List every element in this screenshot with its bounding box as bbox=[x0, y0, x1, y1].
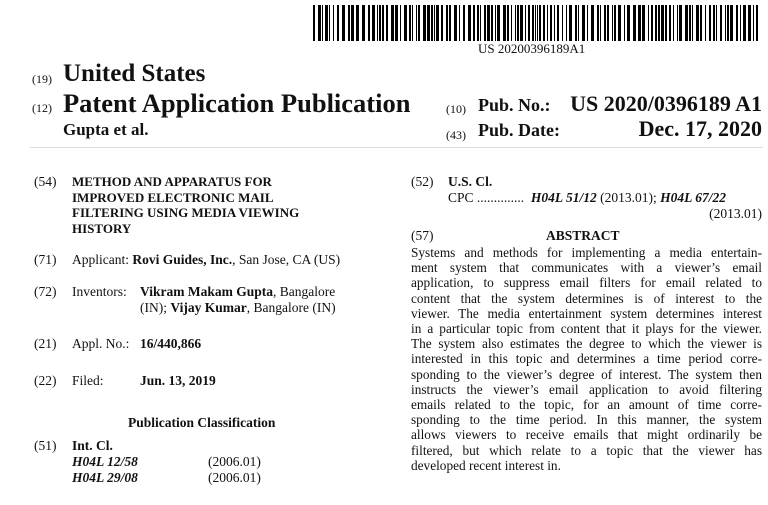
barcode-bar bbox=[441, 5, 443, 41]
barcode-bar bbox=[477, 5, 479, 41]
barcode-bar bbox=[547, 5, 548, 41]
barcode-bar bbox=[655, 5, 657, 41]
barcode-bar bbox=[515, 5, 516, 41]
barcode-bar bbox=[351, 5, 354, 41]
barcode-bar bbox=[537, 5, 538, 41]
doc-type: Patent Application Publication bbox=[63, 88, 411, 118]
intcl-label: Int. Cl. bbox=[72, 438, 113, 453]
abstract-line: sponding to the time period. In this manner, the system bbox=[411, 412, 762, 428]
barcode-bar bbox=[566, 5, 567, 41]
inventor-name: Vijay Kumar bbox=[170, 300, 247, 315]
barcode-bar bbox=[736, 5, 738, 41]
barcode-bar bbox=[651, 5, 653, 41]
barcode-bar bbox=[582, 5, 585, 41]
barcode-bar bbox=[520, 5, 523, 41]
pub-no: US 2020/0396189 A1 bbox=[570, 91, 762, 116]
barcode-bar bbox=[318, 5, 321, 41]
barcode-bar bbox=[700, 5, 702, 41]
barcode-bar bbox=[743, 5, 746, 41]
abstract-line: ment system that communicates with a viewer’s email bbox=[411, 260, 762, 276]
barcode-bar bbox=[362, 5, 365, 41]
appl-number: 16/440,866 bbox=[140, 336, 202, 351]
cpc-line bbox=[448, 190, 726, 206]
barcode-bar bbox=[607, 5, 609, 41]
barcode-bar bbox=[497, 5, 500, 41]
inventors-list bbox=[140, 284, 336, 316]
filed-code: (22) bbox=[34, 373, 57, 388]
barcode-bar bbox=[550, 5, 552, 41]
cpc-version: (2013.01); bbox=[596, 190, 661, 205]
barcode-bar bbox=[562, 5, 563, 41]
barcode-bar bbox=[618, 5, 621, 41]
publication-classification-heading: Publication Classification bbox=[128, 415, 276, 430]
barcode-bar bbox=[400, 5, 401, 41]
abstract-line: interested in this topic and determines a time period corre- bbox=[411, 351, 762, 367]
barcode-bar bbox=[725, 5, 726, 41]
barcode-bar bbox=[727, 5, 729, 41]
title-line: IMPROVED ELECTRONIC MAIL bbox=[72, 189, 274, 205]
country: United States bbox=[63, 60, 206, 87]
intcl-version: (2006.01) bbox=[208, 470, 261, 485]
barcode-bar bbox=[416, 5, 417, 41]
barcode-bar bbox=[333, 5, 334, 41]
inventors-short: Gupta et al. bbox=[63, 120, 149, 139]
invention-title bbox=[72, 174, 299, 236]
intcl-class: H04L 29/08 bbox=[72, 470, 138, 485]
barcode-bar bbox=[348, 5, 350, 41]
barcode-bar bbox=[468, 5, 471, 41]
barcode-bar bbox=[391, 5, 394, 41]
barcode-bar bbox=[342, 5, 345, 41]
appl-code: (21) bbox=[34, 336, 57, 351]
barcode-bar bbox=[491, 5, 493, 41]
divider bbox=[30, 147, 763, 148]
barcode-bar bbox=[705, 5, 706, 41]
barcode-bar bbox=[713, 5, 715, 41]
barcode-bar bbox=[569, 5, 572, 41]
applicant-location: , San Jose, CA (US) bbox=[232, 252, 341, 267]
barcode-bar bbox=[600, 5, 601, 41]
barcode-bar bbox=[730, 5, 733, 41]
cpc-version: (2013.01) bbox=[709, 206, 762, 221]
barcode-bar bbox=[627, 5, 630, 41]
barcode-bar bbox=[692, 5, 693, 41]
intcl-code: (51) bbox=[34, 438, 57, 453]
barcode-bar bbox=[689, 5, 691, 41]
filed-date: Jun. 13, 2019 bbox=[140, 373, 216, 388]
abstract-line: The system also estimates the degree to which the viewer is bbox=[411, 336, 762, 352]
barcode-bar bbox=[487, 5, 490, 41]
barcode-bar bbox=[325, 5, 328, 41]
barcode-bar bbox=[673, 5, 674, 41]
barcode-bar bbox=[446, 5, 448, 41]
cpc-class: H04L 51/12 bbox=[530, 190, 597, 205]
barcode-bar bbox=[658, 5, 660, 41]
barcode bbox=[313, 5, 762, 41]
barcode-bar bbox=[578, 5, 579, 41]
barcode-bar bbox=[612, 5, 613, 41]
title-line: HISTORY bbox=[72, 220, 132, 236]
barcode-bar bbox=[587, 5, 588, 41]
barcode-bar bbox=[748, 5, 751, 41]
barcode-bar bbox=[709, 5, 711, 41]
barcode-bar bbox=[614, 5, 616, 41]
title-code: (54) bbox=[34, 174, 57, 189]
inventor-location: , Bangalore bbox=[273, 284, 336, 299]
barcode-bar bbox=[696, 5, 699, 41]
barcode-bar bbox=[677, 5, 678, 41]
barcode-bar bbox=[685, 5, 688, 41]
code-12: (12) bbox=[32, 101, 52, 115]
barcode-bar bbox=[329, 5, 330, 41]
barcode-bar bbox=[395, 5, 398, 41]
barcode-bar bbox=[679, 5, 682, 41]
abstract-line: instructs the viewer’s email application to avoid filtering bbox=[411, 381, 762, 397]
inventor-location: (IN); bbox=[140, 300, 171, 315]
barcode-bar bbox=[648, 5, 649, 41]
inventors-label: Inventors: bbox=[72, 284, 127, 299]
inventors-code: (72) bbox=[34, 284, 57, 299]
barcode-bar bbox=[575, 5, 577, 41]
applicant-code: (71) bbox=[34, 252, 57, 267]
barcode-bar bbox=[409, 5, 411, 41]
barcode-bar bbox=[716, 5, 717, 41]
cpc-label: CPC .............. bbox=[448, 190, 525, 205]
uscl-code: (52) bbox=[411, 174, 434, 189]
abstract-line: Systems and methods for implementing a media entertain- bbox=[411, 245, 762, 260]
barcode-bar bbox=[756, 5, 758, 41]
abstract-line: in a particular topic from content that it plays for the viewer. bbox=[411, 321, 762, 336]
uscl-label: U.S. Cl. bbox=[448, 174, 493, 189]
barcode-bar bbox=[322, 5, 323, 41]
barcode-bar bbox=[525, 5, 526, 41]
barcode-bar bbox=[377, 5, 378, 41]
barcode-bar bbox=[473, 5, 475, 41]
barcode-bar bbox=[382, 5, 384, 41]
barcode-bar bbox=[337, 5, 339, 41]
barcode-bar bbox=[495, 5, 496, 41]
abstract-line: application, to suppress email filters for email related to bbox=[411, 275, 762, 291]
abstract-line: emails related to the topic, for an amount of time corre- bbox=[411, 397, 762, 412]
title-line: FILTERING USING MEDIA VIEWING bbox=[72, 205, 300, 221]
barcode-bar bbox=[591, 5, 594, 41]
barcode-bar bbox=[535, 5, 536, 41]
barcode-bar bbox=[507, 5, 509, 41]
barcode-bar bbox=[313, 5, 315, 41]
title-line: METHOD AND APPARATUS FOR bbox=[72, 174, 272, 189]
barcode-bar bbox=[423, 5, 426, 41]
barcode-text: US 20200396189A1 bbox=[478, 41, 586, 56]
barcode-bar bbox=[379, 5, 381, 41]
barcode-bar bbox=[368, 5, 370, 41]
code-43: (43) bbox=[446, 128, 466, 142]
barcode-bar bbox=[642, 5, 645, 41]
intcl-version: (2006.01) bbox=[208, 454, 261, 469]
intcl-class: H04L 12/58 bbox=[72, 454, 138, 469]
barcode-bar bbox=[434, 5, 435, 41]
barcode-bar bbox=[511, 5, 512, 41]
barcode-bar bbox=[661, 5, 664, 41]
abstract-line: allows viewers to receive emails that might ordinarily be bbox=[411, 427, 762, 443]
filed-label: Filed: bbox=[72, 373, 104, 388]
barcode-bar bbox=[484, 5, 486, 41]
code-19: (19) bbox=[32, 72, 52, 86]
barcode-bar bbox=[463, 5, 465, 41]
barcode-bar bbox=[418, 5, 420, 41]
barcode-bar bbox=[427, 5, 430, 41]
barcode-bar bbox=[386, 5, 388, 41]
barcode-bar bbox=[633, 5, 636, 41]
applicant-name: Rovi Guides, Inc. bbox=[132, 252, 233, 267]
barcode-bar bbox=[517, 5, 519, 41]
barcode-bar bbox=[543, 5, 545, 41]
barcode-bar bbox=[528, 5, 530, 41]
barcode-bar bbox=[604, 5, 606, 41]
barcode-bar bbox=[356, 5, 359, 41]
barcode-bar bbox=[532, 5, 534, 41]
appl-label: Appl. No.: bbox=[72, 336, 130, 351]
abstract-heading: ABSTRACT bbox=[546, 228, 620, 243]
barcode-bar bbox=[624, 5, 625, 41]
barcode-bar bbox=[436, 5, 439, 41]
barcode-bar bbox=[597, 5, 599, 41]
applicant-field bbox=[72, 252, 340, 268]
barcode-bar bbox=[454, 5, 457, 41]
abstract-line: developed recent interest in. bbox=[411, 457, 561, 473]
barcode-bar bbox=[665, 5, 667, 41]
pub-date: Dec. 17, 2020 bbox=[638, 116, 762, 141]
barcode-bar bbox=[753, 5, 754, 41]
pub-no-label: Pub. No.: bbox=[478, 95, 551, 115]
abstract-line: filtered, but which relate to a topic that the viewer has bbox=[411, 442, 762, 458]
abstract-line: content that the system determines is of interest to the bbox=[411, 290, 762, 306]
barcode-bar bbox=[740, 5, 741, 41]
barcode-bar bbox=[669, 5, 671, 41]
abstract-line: sponding to the viewer’s degree of interest. The system then bbox=[411, 366, 762, 382]
code-10: (10) bbox=[446, 102, 466, 116]
barcode-bar bbox=[503, 5, 506, 41]
barcode-bar bbox=[480, 5, 481, 41]
barcode-bar bbox=[557, 5, 559, 41]
pub-date-label: Pub. Date: bbox=[478, 120, 560, 140]
barcode-bar bbox=[539, 5, 541, 41]
barcode-bar bbox=[404, 5, 407, 41]
barcode-bar bbox=[431, 5, 433, 41]
abstract-line: viewer. The media entertainment system determines interest bbox=[411, 305, 762, 321]
barcode-bar bbox=[459, 5, 460, 41]
barcode-bar bbox=[554, 5, 555, 41]
barcode-bar bbox=[449, 5, 451, 41]
inventor-name: Vikram Makam Gupta bbox=[140, 284, 274, 299]
barcode-bar bbox=[372, 5, 375, 41]
abstract-code: (57) bbox=[411, 228, 434, 243]
applicant-label: Applicant: bbox=[72, 252, 129, 267]
cpc-class: H04L 67/22 bbox=[660, 190, 727, 205]
inventor-location: , Bangalore (IN) bbox=[246, 300, 336, 315]
barcode-bar bbox=[412, 5, 413, 41]
barcode-bar bbox=[720, 5, 722, 41]
barcode-bar bbox=[638, 5, 641, 41]
